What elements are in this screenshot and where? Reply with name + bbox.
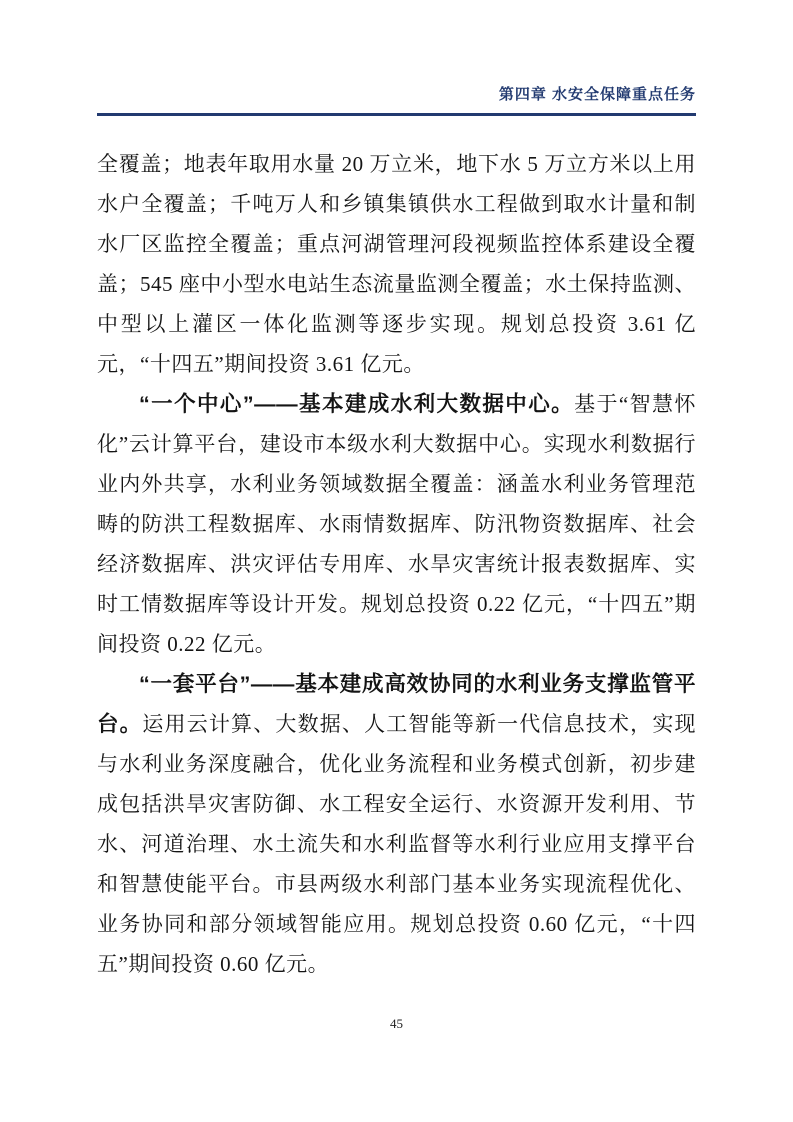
paragraph-data-center: [97, 384, 696, 664]
document-body: [97, 144, 696, 984]
header-rule: [97, 113, 696, 116]
paragraph-lead: “一个中心”——基本建成水利大数据中心。: [139, 392, 575, 416]
paragraph-text: 基于“智慧怀化”云计算平台，建设市本级水利大数据中心。实现水利数据行业内外共享，水利业务领域数据全覆盖：涵盖水利业务管理范畴的防洪工程数据库、水雨情数据库、防汛物资数据库、社会经济数据库、洪灾评估专用库、水旱灾害统计报表数据库、实时工情数据库等设计开发。规划总投资 0.22 亿元，“十四五”期间投资 0.22 亿元。: [97, 392, 696, 656]
paragraph-continuation: [97, 144, 696, 384]
content-column: [97, 0, 696, 984]
paragraph-platform: [97, 664, 696, 984]
paragraph-text: 全覆盖；地表年取用水量 20 万立米，地下水 5 万立方米以上用水户全覆盖；千吨万人和乡镇集镇供水工程做到取水计量和制水厂区监控全覆盖；重点河湖管理河段视频监控体系建设全覆盖；545 座中小型水电站生态流量监测全覆盖；水土保持监测、中型以上灌区一体化监测等逐步实现。规划总投资 3.61 亿元，“十四五”期间投资 3.61 亿元。: [97, 152, 696, 376]
chapter-header-title: 第四章 水安全保障重点任务: [498, 86, 696, 103]
paragraph-lead: “一套平台”——基本建成高效协同的水利业务支撑监管平台。: [97, 672, 696, 736]
paragraph-text: 运用云计算、大数据、人工智能等新一代信息技术，实现与水利业务深度融合，优化业务流程和业务模式创新，初步建成包括洪旱灾害防御、水工程安全运行、水资源开发利用、节水、河道治理、水土流失和水利监督等水利行业应用支撑平台和智慧使能平台。市县两级水利部门基本业务实现流程优化、业务协同和部分领域智能应用。规划总投资 0.60 亿元，“十四五”期间投资 0.60 亿元。: [97, 712, 696, 976]
page-header: [97, 0, 696, 116]
page-number: 45: [390, 1016, 403, 1031]
